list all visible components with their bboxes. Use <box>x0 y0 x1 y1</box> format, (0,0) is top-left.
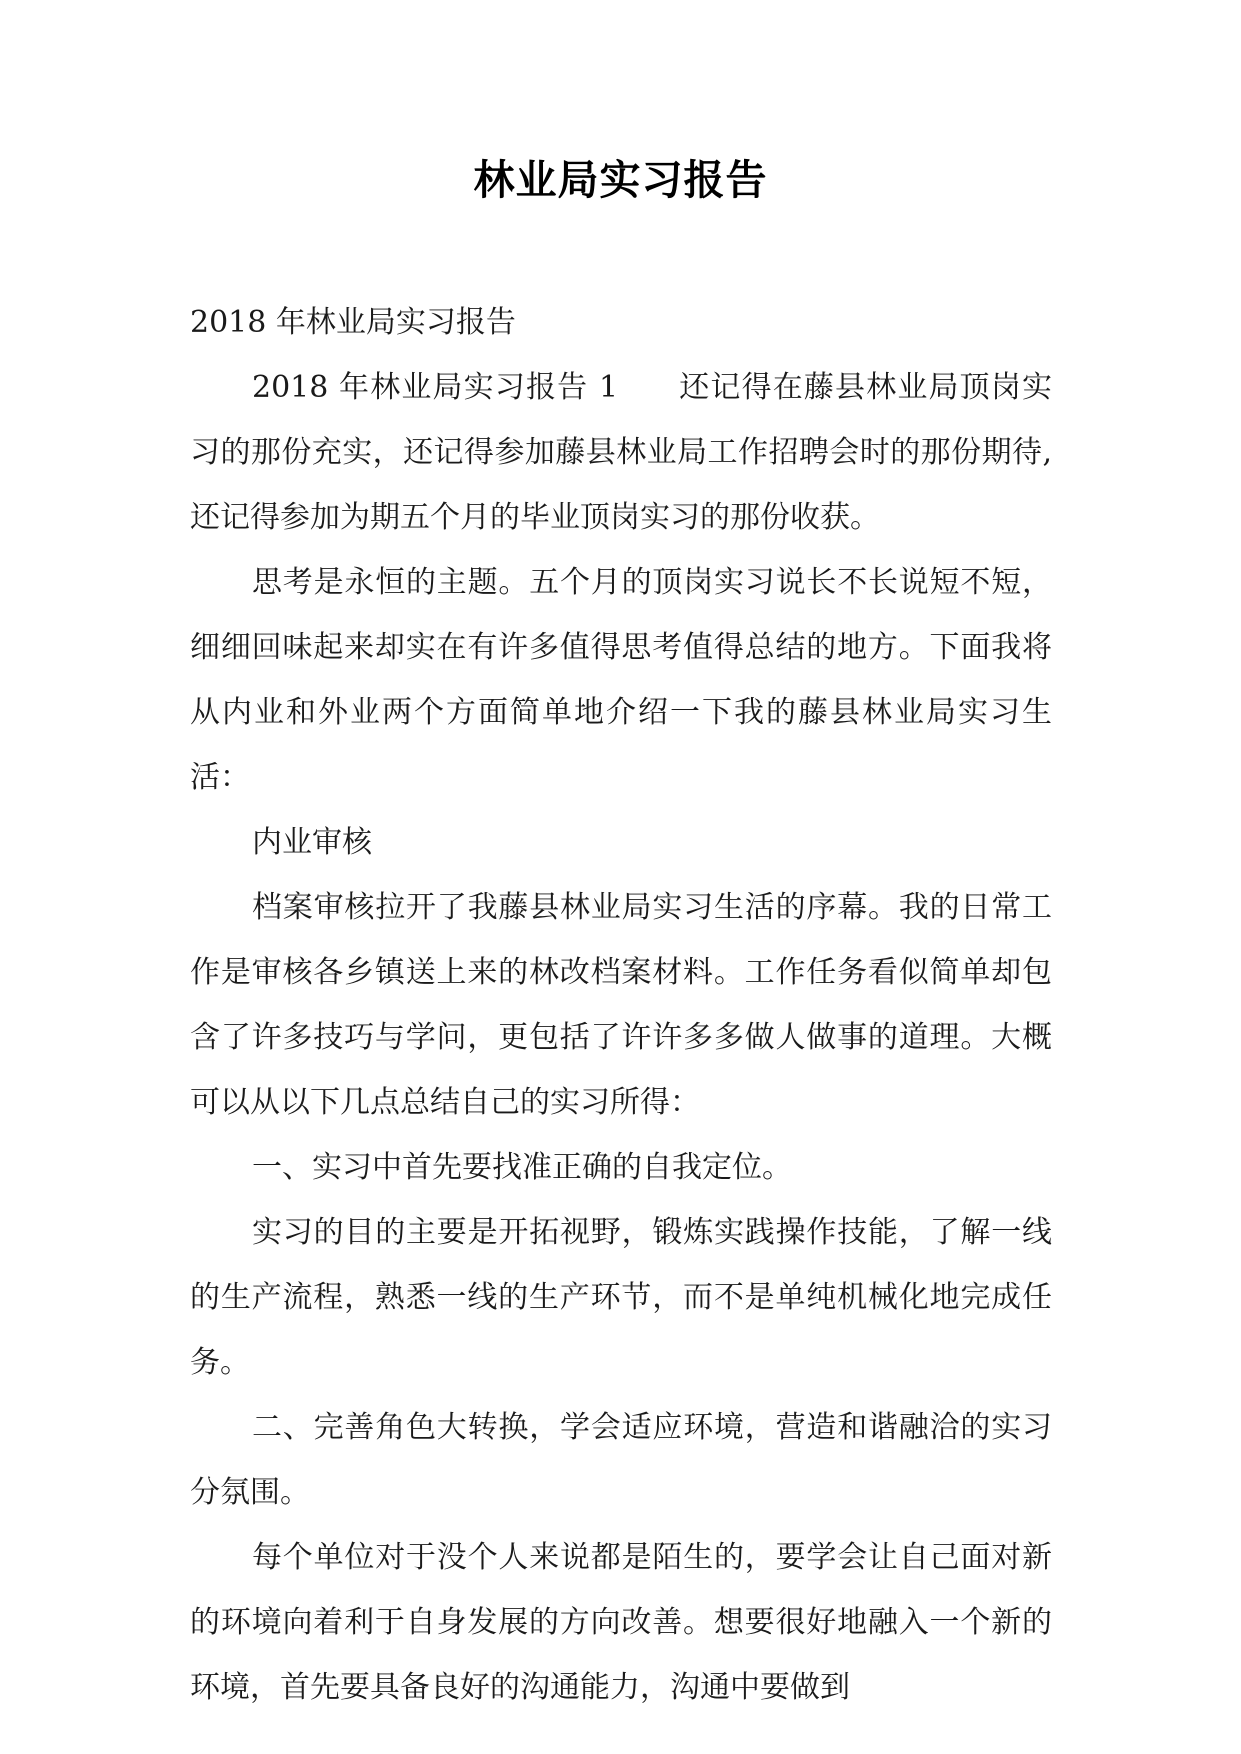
paragraph-1-text: 还记得在藤县林业局顶岗实习的那份充实，还记得参加藤县林业局工作招聘会时的那份期待,还记得参加为期五个月的毕业顶岗实习的那份收获。 <box>190 370 1052 535</box>
paragraph-1 <box>190 355 1052 550</box>
document-title: 林业局实习报告 <box>473 156 768 204</box>
document-body <box>190 290 1052 1720</box>
paragraph-3: 档案审核拉开了我藤县林业局实习生活的序幕。我的日常工作是审核各乡镇送上来的林改档案材料。工作任务看似简单却包含了许多技巧与学问，更包括了许许多多做人做事的道理。大概可以从以下几点总结自己的实习所得： <box>190 890 1052 1120</box>
point-2-heading: 二、完善角色大转换，学会适应环境，营造和谐融洽的实习分氛围。 <box>190 1410 1052 1510</box>
document-subtitle: 2018 年林业局实习报告 <box>190 305 516 340</box>
paragraph-5: 每个单位对于没个人来说都是陌生的，要学会让自己面对新的环境向着利于自身发展的方向改善。想要很好地融入一个新的环境，首先要具备良好的沟通能力，沟通中要做到 <box>190 1540 1052 1705</box>
paragraph-4: 实习的目的主要是开拓视野，锻炼实践操作技能，了解一线的生产流程，熟悉一线的生产环节，而不是单纯机械化地完成任务。 <box>190 1215 1052 1380</box>
section-heading-internal-review: 内业审核 <box>252 825 372 860</box>
paragraph-2: 思考是永恒的主题。五个月的顶岗实习说长不长说短不短，细细回味起来却实在有许多值得思考值得总结的地方。下面我将从内业和外业两个方面简单地介绍一下我的藤县林业局实习生活： <box>190 565 1052 795</box>
paragraph-1-lead: 2018 年林业局实习报告 1 <box>252 370 619 405</box>
point-1-heading: 一、实习中首先要找准正确的自我定位。 <box>252 1150 792 1185</box>
